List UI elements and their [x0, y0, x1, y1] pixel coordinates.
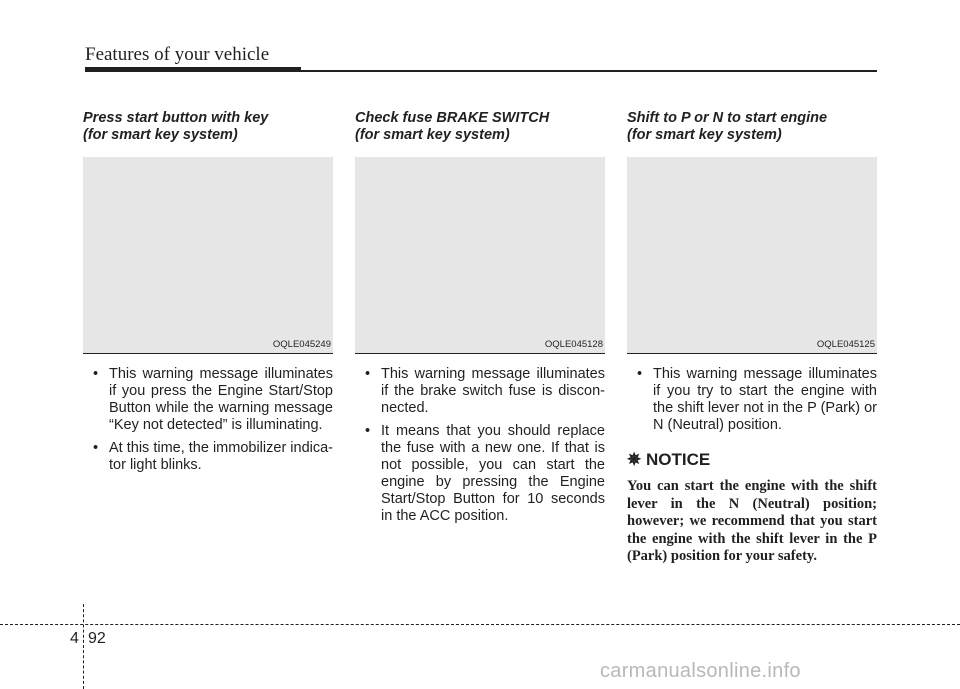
footer-chapter-number: 4: [70, 630, 79, 647]
notice-body: You can start the engine with the shift lever in the N (Neutral) position; however; we recommend that you start the engine with the shift lever in the P (Park) position for your safety.: [627, 478, 877, 564]
warning-display-image: [83, 157, 333, 353]
bullet-list: [627, 366, 877, 434]
watermark-text: carmanualsonline.info: [600, 660, 801, 682]
warning-display-image: [627, 157, 877, 353]
section-shift-to-p-or-n: [627, 110, 877, 566]
image-divider: [355, 353, 605, 354]
image-code: OQLE045125: [816, 339, 875, 350]
section-heading-line2: (for smart key system): [83, 127, 238, 143]
footer-page-number: 92: [88, 630, 106, 647]
bullet-list: [83, 366, 333, 474]
section-heading-line2: (for smart key system): [627, 127, 782, 143]
bullet-item: • It means that you should replace the fuse with a new one. If that is not possible, you can start the engine by pressing the Engine Start/Stop Button for 10 seconds in the ACC position.: [355, 423, 605, 525]
section-heading: [355, 110, 605, 150]
section-heading: [627, 110, 877, 150]
bullet-item: • This warning message illuminates if the brake switch fuse is discon-nected.: [355, 366, 605, 417]
bullet-item: • This warning message illuminates if you try to start the engine with the shift lever not in the P (Park) or N (Neutral) position.: [627, 366, 877, 434]
section-check-fuse-brake-switch: [355, 110, 605, 531]
header-rule-thin: [301, 70, 877, 72]
bullet-item: • This warning message illuminates if you press the Engine Start/Stop Button while the warning message “Key not detected” is illuminating.: [83, 366, 333, 434]
bullet-list: [355, 366, 605, 525]
section-heading-line1: Press start button with key: [83, 110, 269, 126]
footer-rule: [0, 624, 960, 625]
notice-title: ✵ NOTICE: [627, 450, 711, 469]
section-heading-line1: Shift to P or N to start engine: [627, 110, 828, 126]
page-header-title: Features of your vehicle: [85, 44, 270, 65]
section-heading: [83, 110, 333, 150]
section-heading-line2: (for smart key system): [355, 127, 510, 143]
bullet-item: • At this time, the immobilizer indica-tor light blinks.: [83, 440, 333, 474]
warning-display-image: [355, 157, 605, 353]
image-code: OQLE045249: [272, 339, 331, 350]
image-code: OQLE045128: [544, 339, 603, 350]
image-divider: [83, 353, 333, 354]
footer-vertical-rule: [83, 604, 84, 689]
section-press-start-button: [83, 110, 333, 480]
header-rule-thick: [85, 67, 301, 72]
image-divider: [627, 353, 877, 354]
section-heading-line1: Check fuse BRAKE SWITCH: [355, 110, 550, 126]
